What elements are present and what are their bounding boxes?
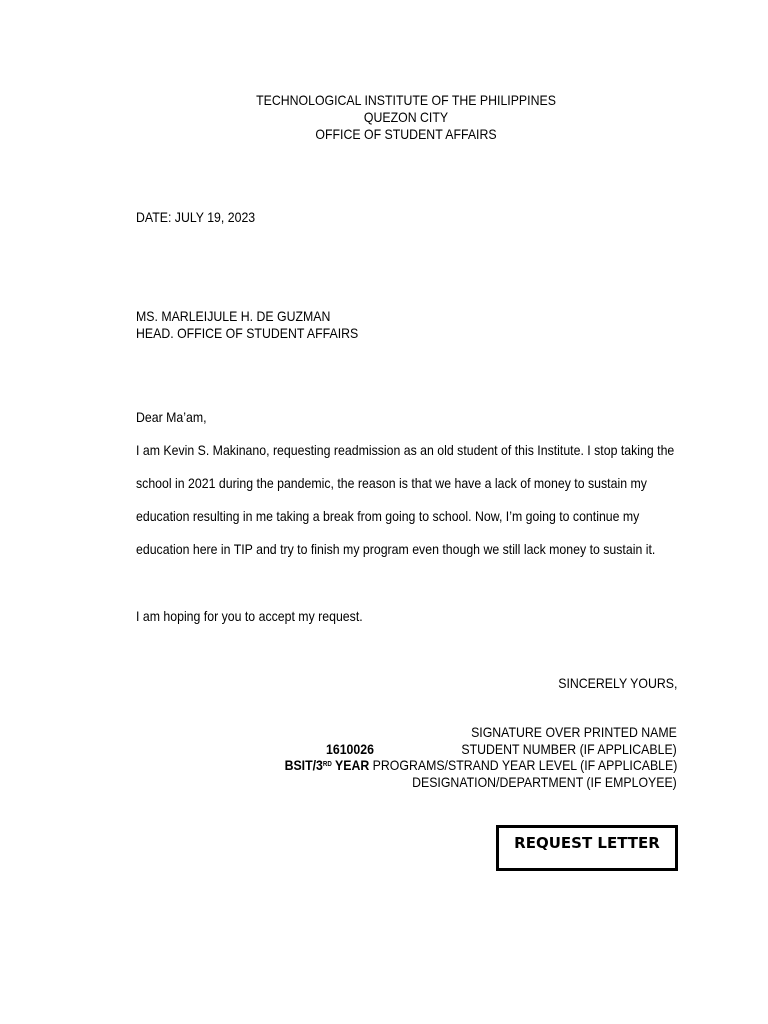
program-suffix: YEAR (331, 757, 369, 773)
body-line: school in 2021 during the pandemic, the reason is that we have a lack of money to sustain my (136, 475, 647, 491)
sincerely-closing: SINCERELY YOURS, (557, 675, 677, 691)
body-line: education resulting in me taking a break from going to school. Now, I’m going to continue my (136, 508, 640, 524)
body-line: education here in TIP and try to finish my program even though we still lack money to sustain it. (136, 541, 656, 557)
signature-label: SIGNATURE OVER PRINTED NAME (471, 724, 677, 740)
institute-name: TECHNOLOGICAL INSTITUTE OF THE PHILIPPINES (256, 92, 556, 108)
program-label: PROGRAMS/STRAND YEAR LEVEL (IF APPLICABLE) (368, 757, 677, 773)
letter-date: DATE: JULY 19, 2023 (136, 209, 256, 225)
institute-city: QUEZON CITY (363, 109, 449, 125)
designation-label: DESIGNATION/DEPARTMENT (IF EMPLOYEE) (412, 774, 677, 790)
program-prefix: BSIT/3 (284, 757, 323, 773)
salutation: Dear Ma’am, (136, 409, 207, 425)
program-line (284, 757, 677, 774)
closing-request: I am hoping for you to accept my request. (136, 608, 363, 624)
request-letter-label: REQUEST LETTER (514, 834, 660, 852)
recipient-name: MS. MARLEIJULE H. DE GUZMAN (136, 308, 331, 324)
office-name: OFFICE OF STUDENT AFFAIRS (315, 126, 497, 142)
student-number-value: 1610026 (326, 741, 374, 757)
recipient-title: HEAD. OFFICE OF STUDENT AFFAIRS (136, 325, 359, 341)
request-letter-box (496, 825, 678, 871)
program-ordinal: RD (322, 761, 332, 768)
student-number-label: STUDENT NUMBER (IF APPLICABLE) (461, 741, 677, 757)
body-line: I am Kevin S. Makinano, requesting readmission as an old student of this Institute. I stop taking the (136, 442, 675, 458)
